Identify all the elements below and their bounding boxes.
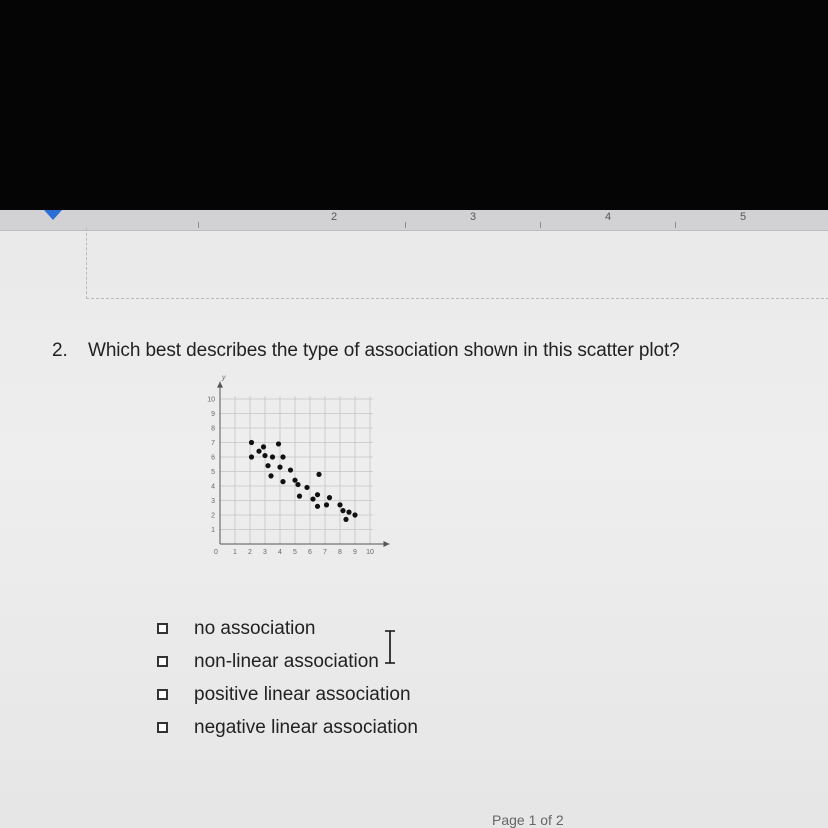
data-point [270,454,275,459]
x-tick-label: 6 [308,549,312,556]
checkbox-icon[interactable] [157,656,168,667]
x-tick-label: 4 [278,549,282,556]
origin-label: 0 [214,549,218,556]
option-label: positive linear association [194,683,411,705]
data-point [346,510,351,515]
data-point [292,478,297,483]
y-axis-label: y [222,374,226,382]
data-point [277,465,282,470]
data-point [327,495,332,500]
x-tick-label: 1 [233,549,237,556]
x-tick-label: 8 [338,549,342,556]
data-point [261,444,266,449]
header-area[interactable] [86,228,828,299]
x-tick-label: 10 [366,549,374,556]
document-page [0,210,828,828]
data-point [340,508,345,513]
data-point [256,449,261,454]
option-negative-linear-association[interactable] [157,711,418,744]
page-indicator: Page 1 of 2 [492,812,564,828]
data-point [315,504,320,509]
data-point [249,440,254,445]
ruler-number: 3 [470,211,477,223]
checkbox-icon[interactable] [157,722,168,733]
text-cursor-icon [383,630,397,664]
x-tick-label: 7 [323,549,327,556]
data-point [297,494,302,499]
indent-marker-icon[interactable] [44,210,62,220]
y-tick-label: 3 [211,498,215,505]
option-no-association[interactable] [157,612,418,645]
y-tick-label: 8 [211,425,215,433]
data-point [304,485,309,490]
option-label: negative linear association [194,716,418,738]
data-point [337,502,342,507]
y-tick-label: 4 [211,483,215,491]
data-point [288,467,293,472]
scatter-plot [190,374,400,564]
y-tick-label: 7 [211,440,215,447]
data-point [352,512,357,517]
question [52,340,680,362]
data-point [280,479,285,484]
option-label: non-linear association [194,650,379,672]
question-text: Which best describes the type of association shown in this scatter plot? [88,340,680,361]
data-point [276,441,281,446]
data-point [315,492,320,497]
checkbox-icon[interactable] [157,623,168,634]
data-point [268,473,273,478]
y-tick-label: 1 [211,527,215,534]
x-tick-label: 9 [353,549,357,556]
question-number: 2. [52,340,68,361]
answer-options [157,612,418,744]
x-tick-label: 2 [248,549,252,556]
option-label: no association [194,617,316,639]
x-tick-label: 5 [293,549,297,556]
data-point [316,472,321,477]
ruler-number: 2 [331,211,338,223]
data-point [265,463,270,468]
data-point [324,502,329,507]
data-point [280,454,285,459]
x-axis-arrow-icon [384,541,390,547]
x-tick-label: 3 [263,549,267,556]
y-axis-arrow-icon [217,382,223,388]
checkbox-icon[interactable] [157,689,168,700]
y-tick-label: 5 [211,469,215,476]
ruler-number: 4 [605,211,612,223]
y-tick-label: 9 [211,411,215,418]
data-point [295,482,300,487]
monitor-bezel [0,0,828,210]
option-positive-linear-association[interactable] [157,678,418,711]
data-point [310,496,315,501]
data-point [343,517,348,522]
ruler-number: 5 [740,211,747,223]
y-tick-label: 10 [207,396,215,404]
y-tick-label: 2 [211,512,215,520]
data-point [249,454,254,459]
data-point [262,453,267,458]
option-non-linear-association[interactable] [157,645,418,678]
y-tick-label: 6 [211,454,215,462]
